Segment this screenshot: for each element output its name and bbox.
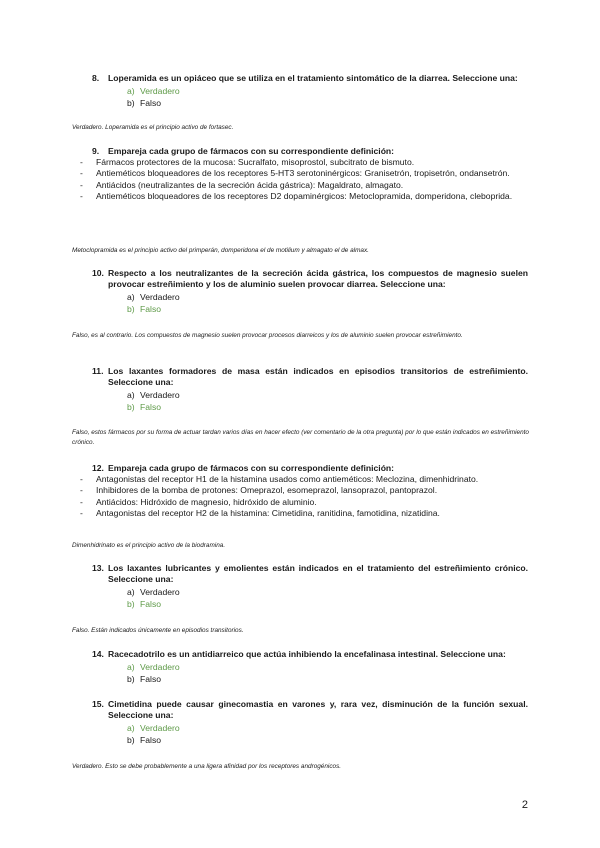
question-text: Los laxantes lubricantes y emolientes están indicados en el tratamiento del estreñimiento crónico. Seleccione una: [108, 563, 528, 585]
option-a: a) Verdadero [127, 86, 180, 97]
options [127, 722, 528, 746]
question-text: Los laxantes formadores de masa están indicados en episodios transitorios de estreñimiento. Seleccione una: [108, 366, 528, 388]
question-text: Respecto a los neutralizantes de la secreción ácida gástrica, los compuestos de magnesio suelen provocar estreñimiento y los de aluminio suelen provocar diarrea. Seleccione una: [108, 268, 528, 290]
question-12 [80, 463, 528, 519]
question-text: Empareja cada grupo de fármacos con su correspondiente definición: [108, 146, 395, 156]
options [127, 389, 528, 413]
question-number: 10. [92, 268, 104, 278]
list-item: - Antiácidos: Hidróxido de magnesio, hidróxido de aluminio. [80, 496, 317, 507]
question-13 [92, 563, 528, 610]
option-a: a) Verdadero [127, 587, 180, 598]
list-item: - Antiácidos (neutralizantes de la secreción ácida gástrica): Magaldrato, almagato. [80, 179, 404, 190]
list-item: - Fármacos protectores de la mucosa: Sucralfato, misoprostol, subcitrato de bismuto. [80, 157, 415, 168]
question-number: 13. [92, 563, 104, 573]
question-number: 11. [92, 366, 104, 376]
page-number: 2 [521, 799, 528, 811]
option-b: b) Falso [127, 304, 162, 315]
options [127, 586, 528, 610]
question-text: Loperamida es un opiáceo que se utiliza en el tratamiento sintomático de la diarrea. Seleccione una: [108, 73, 518, 83]
question-10 [92, 268, 528, 315]
question-number: 14. [92, 649, 104, 659]
option-a: a) Verdadero [127, 292, 180, 303]
answer-note-8: Verdadero. Loperamida es el principio activo de fortasec. [72, 124, 234, 131]
options [127, 661, 528, 685]
list-item: - Antagonistas del receptor H2 de la histamina: Cimetidina, ranitidina, famotidina, nizatidina. [80, 507, 440, 518]
answer-note-10: Falso, es al contrario. Los compuestos de magnesio suelen provocar procesos diarreicos y los de aluminio suelen provocar estreñimiento. [72, 332, 463, 339]
list-item: - Antieméticos bloqueadores de los receptores 5-HT3 serotoninérgicos: Granisetrón, tropisetrón, ondansetrón. [80, 168, 510, 179]
option-b: b) Falso [127, 735, 162, 746]
question-text: Cimetidina puede causar ginecomastia en varones y, rara vez, disminución de la función sexual. Seleccione una: [108, 699, 528, 721]
answer-note-9: Metoclopramida es el principio activo del primperán, domperidona el de motilium y almagato el de almax. [72, 247, 369, 254]
question-15 [92, 699, 528, 746]
option-b: b) Falso [127, 402, 162, 413]
question-number: 9. [92, 146, 100, 156]
list-item: - Antagonistas del receptor H1 de la histamina usados como antieméticos: Meclozina, dimenhidrinato. [80, 474, 479, 485]
question-8 [92, 73, 528, 109]
options [127, 291, 528, 315]
list-item: - Antieméticos bloqueadores de los receptores D2 dopaminérgicos: Metoclopramida, domperidona, cleboprida. [80, 190, 513, 201]
option-a: a) Verdadero [127, 390, 180, 401]
answer-note-15: Verdadero. Esto se debe probablemente a una ligera afinidad por los receptores androgénicos. [72, 763, 342, 770]
question-text: Empareja cada grupo de fármacos con su correspondiente definición: [108, 463, 395, 473]
list-item: - Inhibidores de la bomba de protones: Omeprazol, esomeprazol, lansoprazol, pantoprazol. [80, 485, 438, 496]
option-a: a) Verdadero [127, 662, 180, 673]
option-b: b) Falso [127, 98, 162, 109]
option-b: b) Falso [127, 674, 162, 685]
definition-list [80, 474, 528, 519]
definition-list [80, 157, 528, 202]
answer-note-12: Dimenhidrinato es el principio activo de la biodramina. [72, 542, 226, 549]
option-b: b) Falso [127, 599, 162, 610]
question-11 [92, 366, 528, 413]
answer-note-11: Falso, estos fármacos por su forma de actuar tardan varios días en hacer efecto (ver comentario de la otra pregunta) por lo que están indicados en estreñimiento crónico. [72, 429, 529, 446]
answer-note-13: Falso. Están indicados únicamente en episodios transitorios. [72, 627, 244, 634]
question-text: Racecadotrilo es un antidiarreico que actúa inhibiendo la encefalinasa intestinal. Seleccione una: [108, 649, 506, 659]
question-number: 8. [92, 73, 100, 83]
option-a: a) Verdadero [127, 723, 180, 734]
options [127, 85, 528, 109]
question-9 [80, 146, 528, 202]
question-number: 12. [92, 463, 104, 473]
question-14 [92, 649, 528, 685]
question-number: 15. [92, 699, 104, 709]
